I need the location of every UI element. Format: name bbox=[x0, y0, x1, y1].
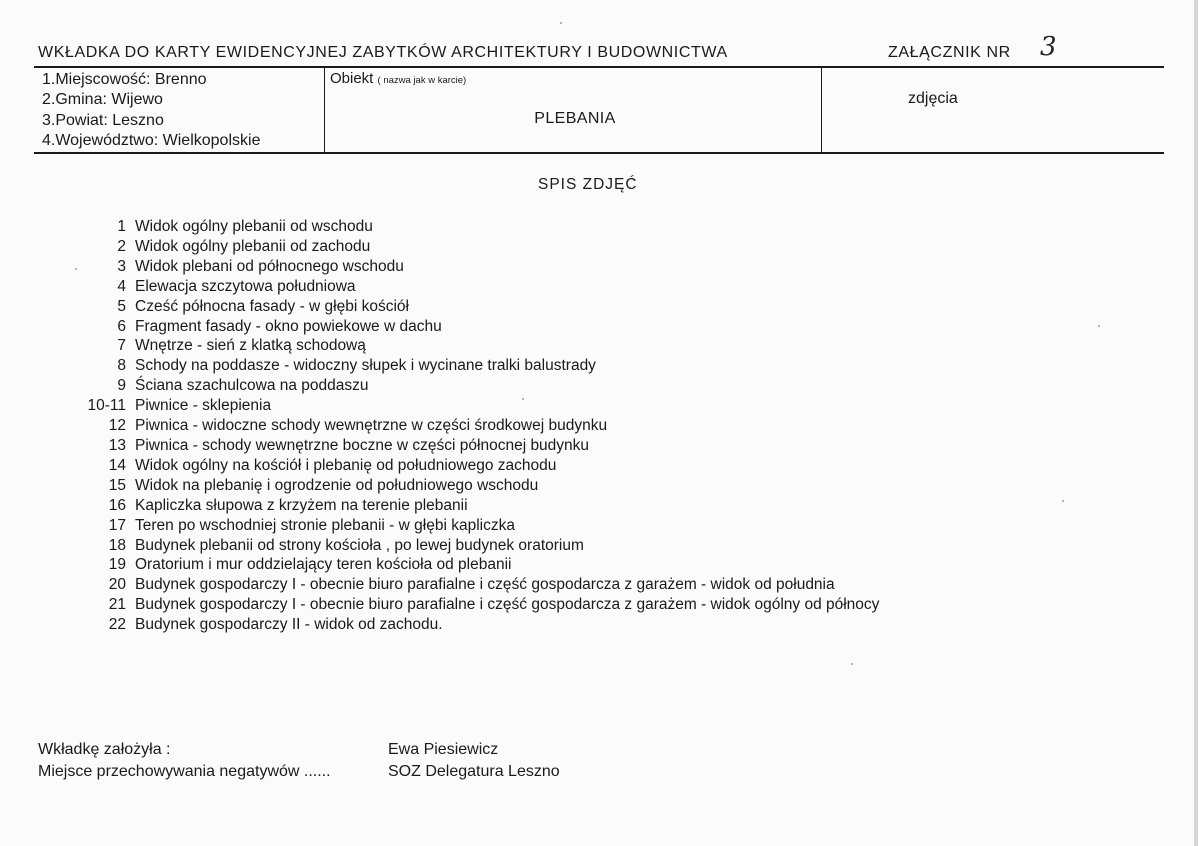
scan-speck bbox=[522, 398, 524, 400]
photo-description: Cześć północna fasady - w głębi kościół bbox=[135, 297, 409, 315]
photo-number: 12 bbox=[108, 417, 126, 435]
negatives-location-label: Miejsce przechowywania negatywów ...... bbox=[38, 763, 331, 780]
photo-description: Piwnica - widoczne schody wewnętrzne w części środkowej budynku bbox=[135, 417, 608, 435]
photo-list-item bbox=[40, 575, 879, 595]
document-title: WKŁADKA DO KARTY EWIDENCYJNEJ ZABYTKÓW ARCHITEKTURY I BUDOWNICTWA bbox=[38, 44, 728, 61]
photo-list-item bbox=[40, 237, 879, 257]
scan-page-edge bbox=[1194, 0, 1198, 846]
object-label-note: ( nazwa jak w karcie) bbox=[377, 75, 467, 86]
photo-description: Kapliczka słupowa z krzyżem na terenie plebanii bbox=[135, 496, 468, 514]
photo-description: Elewacja szczytowa południowa bbox=[135, 277, 356, 295]
scan-speck bbox=[851, 663, 853, 665]
photo-description: Schody na poddasze - widoczny słupek i wycinane tralki balustrady bbox=[135, 357, 596, 375]
photo-number: 1 bbox=[117, 218, 126, 235]
photo-list-title: SPIS ZDJĘĆ bbox=[538, 176, 638, 193]
photo-description: Fragment fasady - okno powiekowe w dachu bbox=[135, 317, 442, 335]
annex-number: 3 bbox=[1040, 32, 1057, 62]
photo-description: Widok ogólny plebanii od wschodu bbox=[135, 218, 373, 235]
photo-description: Budynek gospodarczy I - obecnie biuro parafialne i część gospodarcza z garażem - widok od południa bbox=[135, 576, 835, 594]
photo-list bbox=[40, 217, 879, 635]
photo-description: Widok ogólny na kościół i plebanię od południowego zachodu bbox=[135, 456, 557, 474]
photo-description: Oratorium i mur oddzielający teren kościoła od plebanii bbox=[135, 556, 512, 574]
photo-number: 8 bbox=[117, 357, 126, 375]
photo-number: 17 bbox=[108, 516, 126, 534]
scan-speck bbox=[75, 268, 77, 270]
annex-label: ZAŁĄCZNIK NR bbox=[888, 44, 1011, 61]
scan-speck bbox=[560, 22, 562, 24]
photo-description: Budynek gospodarczy I - obecnie biuro parafialne i część gospodarcza z garażem - widok ogólny od północy bbox=[135, 596, 880, 614]
photo-description: Wnętrze - sień z klatką schodową bbox=[135, 337, 366, 355]
attachment-type: zdjęcia bbox=[908, 90, 958, 107]
photo-list-item bbox=[40, 476, 879, 496]
photo-number: 13 bbox=[108, 436, 126, 454]
photo-list-item bbox=[40, 456, 879, 476]
photo-list-item bbox=[40, 396, 879, 416]
photo-number: 3 bbox=[117, 257, 126, 275]
photo-number: 5 bbox=[117, 297, 126, 315]
photo-description: Widok ogólny plebanii od zachodu bbox=[135, 237, 371, 255]
photo-list-item bbox=[40, 436, 879, 456]
photo-description: Piwnice - sklepienia bbox=[135, 397, 272, 415]
photo-number: 16 bbox=[108, 496, 126, 514]
photo-list-item bbox=[40, 555, 879, 575]
photo-description: Widok na plebanię i ogrodzenie od południowego wschodu bbox=[135, 476, 539, 494]
photo-number: 2 bbox=[117, 237, 126, 255]
photo-list-item bbox=[40, 536, 879, 556]
created-by-value: Ewa Piesiewicz bbox=[388, 741, 499, 758]
object-label: Obiekt bbox=[330, 70, 374, 87]
header-box-top-rule bbox=[34, 66, 1164, 68]
negatives-location-value: SOZ Delegatura Leszno bbox=[388, 763, 560, 780]
photo-number: 22 bbox=[108, 616, 126, 634]
photo-list-item bbox=[40, 416, 879, 436]
photo-list-item bbox=[40, 297, 879, 317]
photo-number: 7 bbox=[117, 337, 126, 355]
photo-number: 6 bbox=[117, 317, 126, 335]
scan-speck bbox=[1098, 325, 1100, 327]
photo-list-item bbox=[40, 336, 879, 356]
location-info bbox=[42, 70, 260, 151]
photo-list-item bbox=[40, 496, 879, 516]
photo-description: Widok plebani od północnego wschodu bbox=[135, 257, 404, 275]
photo-number: 4 bbox=[117, 277, 126, 295]
photo-list-item bbox=[40, 516, 879, 536]
photo-description: Piwnica - schody wewnętrzne boczne w części północnej budynku bbox=[135, 436, 590, 454]
photo-list-item bbox=[40, 615, 879, 635]
photo-number: 15 bbox=[108, 476, 126, 494]
commune-field: 2.Gmina: Wijewo bbox=[42, 91, 163, 109]
photo-number: 18 bbox=[108, 536, 126, 554]
voivodeship-field: 4.Województwo: Wielkopolskie bbox=[42, 131, 261, 149]
photo-description: Budynek gospodarczy II - widok od zachodu. bbox=[135, 616, 443, 634]
photo-list-item bbox=[40, 217, 879, 237]
photo-number: 19 bbox=[108, 556, 126, 574]
photo-list-item bbox=[40, 277, 879, 297]
photo-description: Teren po wschodniej stronie plebanii - w głębi kapliczka bbox=[135, 516, 515, 534]
object-name: PLEBANIA bbox=[534, 110, 616, 127]
photo-list-item bbox=[40, 317, 879, 337]
photo-number: 10-11 bbox=[87, 397, 126, 415]
place-field: 1.Miejscowość: Brenno bbox=[42, 71, 207, 88]
district-field: 3.Powiat: Leszno bbox=[42, 111, 164, 129]
photo-description: Budynek plebanii od strony kościoła , po lewej budynek oratorium bbox=[135, 536, 584, 554]
photo-number: 9 bbox=[117, 377, 126, 395]
photo-list-item bbox=[40, 356, 879, 376]
header-box-bottom-rule bbox=[34, 152, 1164, 154]
photo-list-item bbox=[40, 595, 879, 615]
photo-description: Ściana szachulcowa na poddaszu bbox=[135, 377, 369, 395]
created-by-label: Wkładkę założyła : bbox=[38, 741, 171, 758]
photo-number: 14 bbox=[108, 456, 126, 474]
scan-speck bbox=[1062, 500, 1064, 502]
object-label-row bbox=[330, 70, 466, 87]
photo-list-item bbox=[40, 376, 879, 396]
header-box-divider-left bbox=[324, 67, 325, 153]
photo-number: 21 bbox=[108, 596, 126, 614]
photo-list-item bbox=[40, 257, 879, 277]
photo-number: 20 bbox=[108, 576, 126, 594]
